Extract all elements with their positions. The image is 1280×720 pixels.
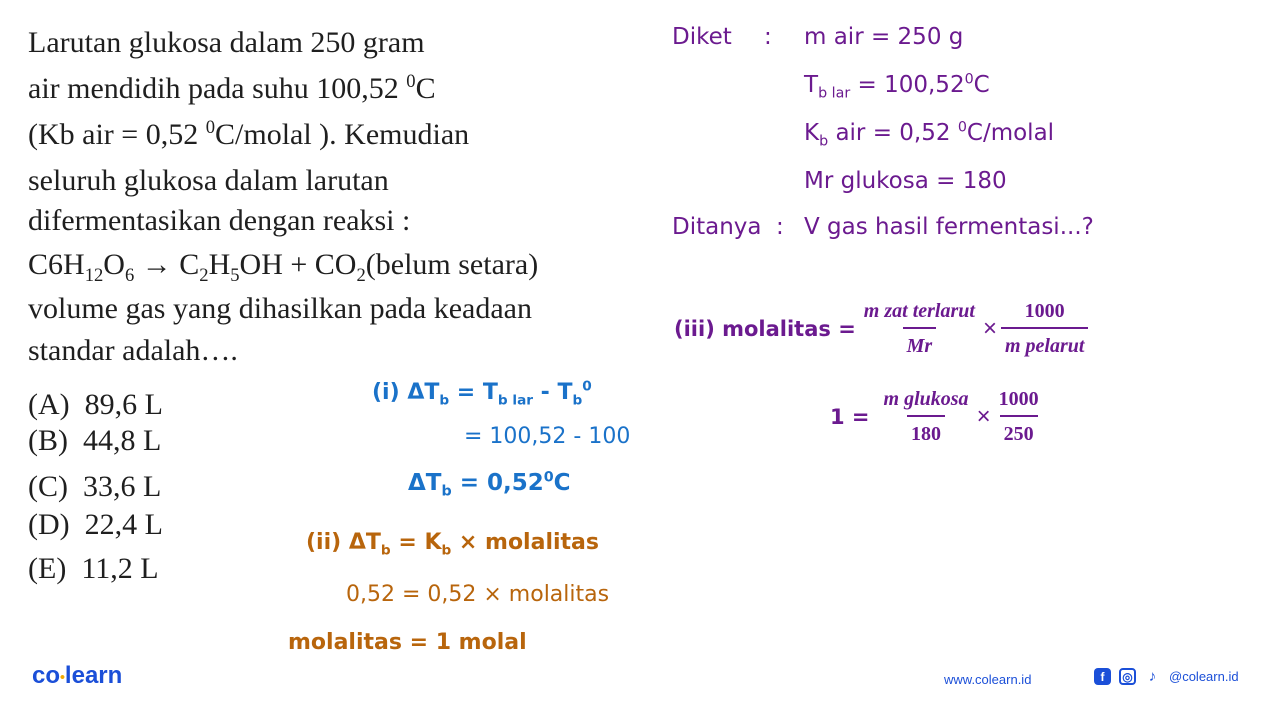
step2-calc: 0,52 = 0,52 × molalitas xyxy=(346,582,610,607)
tiktok-icon[interactable]: ♪ xyxy=(1148,668,1157,685)
step1-calc: = 100,52 - 100 xyxy=(464,424,631,449)
diket-colon: : xyxy=(764,24,772,50)
question-line-7: volume gas yang dihasilkan pada keadaan xyxy=(28,292,532,325)
social-handle[interactable]: @colearn.id xyxy=(1169,669,1239,684)
instagram-icon[interactable]: ◎ xyxy=(1119,668,1136,685)
ditanya-value: V gas hasil fermentasi...? xyxy=(804,214,1094,240)
social-links xyxy=(1094,668,1239,685)
diket-tb: $T_{b lar} = 100,52^0C$ xyxy=(804,71,990,102)
question-line-8: standar adalah…. xyxy=(28,334,238,367)
fraction-1000-over-250: $\frac{1000}{250}$ xyxy=(998,388,1039,445)
ditanya-colon: : xyxy=(776,214,784,240)
step1-formula: (i) $\Delta T_b = T_{b lar} - T_b^0$ xyxy=(372,378,592,409)
question-line-3: (Kb air = 0,52 $^0$C/molal ). Kemudian xyxy=(28,117,470,151)
step3-label: (iii) molalitas = xyxy=(674,317,856,341)
option-a[interactable]: (A) 89,6 L xyxy=(28,388,163,421)
reaction-equation: $C6H_{12}O_6 \to C_2H_5OH$ + $CO_2(belum$ setara) xyxy=(28,248,539,286)
option-c[interactable]: (C) 33,6 L xyxy=(28,470,162,503)
facebook-icon[interactable]: f xyxy=(1094,668,1111,685)
step2-result: molalitas = 1 molal xyxy=(288,630,527,655)
diket-m-air: m air = 250 g xyxy=(804,24,964,50)
option-b[interactable]: (B) 44,8 L xyxy=(28,424,162,457)
question-line-2: air mendidih pada suhu 100,52 $^0$C xyxy=(28,71,436,105)
step1-result: $\Delta T_b = 0,52^0C$ xyxy=(408,469,571,500)
option-d[interactable]: (D) 22,4 L xyxy=(28,508,163,541)
colearn-logo[interactable]: co•learn xyxy=(32,662,123,689)
diket-mr: Mr glukosa = 180 xyxy=(804,168,1007,194)
step3-formula: (iii) molalitas = $\frac{\text{m zat terlarut}}{Mr}$ × $\frac{1000}{\text{m pelarut}}$ xyxy=(674,300,1092,358)
diket-kb: $K_b$ air = 0,52 $^0$C/molal xyxy=(804,119,1055,150)
fraction-mass-over-mr: $\frac{\text{m zat terlarut}}{Mr}$ xyxy=(863,300,975,357)
ditanya-label: Ditanya xyxy=(672,214,762,240)
step2-formula: (ii) $\Delta T_b = K_b$ × molalitas xyxy=(306,530,599,559)
website-link[interactable]: www.colearn.id xyxy=(944,672,1032,687)
diket-label: Diket xyxy=(672,24,732,50)
fraction-glukosa-over-180: $\frac{\text{m glukosa}}{180}$ xyxy=(883,388,969,445)
question-line-1: Larutan glukosa dalam 250 gram xyxy=(28,26,425,59)
fraction-1000-over-pelarut: $\frac{1000}{\text{m pelarut}}$ xyxy=(1001,300,1088,358)
question-line-4: seluruh glukosa dalam larutan xyxy=(28,164,389,197)
question-line-5: difermentasikan dengan reaksi : xyxy=(28,204,411,237)
step3-substitution: 1 = $\frac{\text{m glukosa}}{180}$ × $\frac{1000}{250}$ xyxy=(830,388,1047,446)
option-e[interactable]: (E) 11,2 L xyxy=(28,552,159,585)
